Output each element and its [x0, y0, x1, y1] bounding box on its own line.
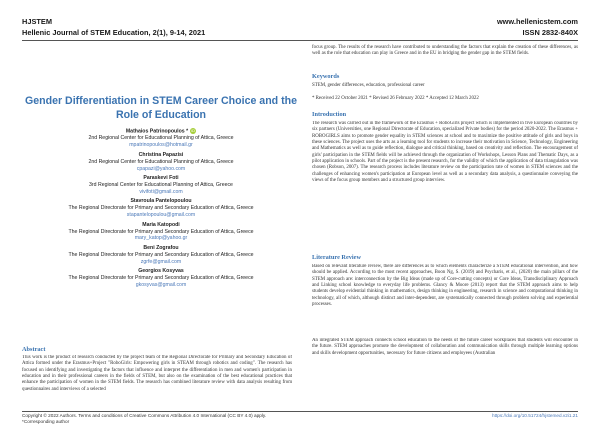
author-name: Christina Papazisi	[138, 151, 184, 158]
author-block	[22, 152, 300, 173]
author-email[interactable]: cpapazi@yahoo.com	[136, 165, 186, 172]
author-block	[22, 245, 300, 266]
abstract-text: This work is the product of research conducted by the project team of the Regional Directorate for Primary and Secondary Education of Attica formed under the Erasmus+Project "RoboGirls: Empowering girls in STEAM through robotics and coding". The research has focused on identifying and investigating the factors that influence and interpret the differentiation in men and women's participation in education and in their professional careers in the fields of STEM, but also on the examination of the best educational practices that enhance the participation of women in the STEM fields. The research has combined literature review with data analysis resulting from questionnaires and interviews of a selected	[22, 355, 292, 392]
author-block	[22, 268, 300, 289]
author-block	[22, 128, 300, 149]
author-affiliation: 2nd Regional Center for Educational Planning of Attica, Greece	[88, 158, 234, 165]
corresponding-author-note: *Corresponding author	[22, 419, 70, 424]
journal-citation: Hellenic Journal of STEM Education, 2(1), 9-14, 2021	[22, 28, 206, 37]
author-affiliation: The Regional Directorate for Primary and Secondary Education of Attica, Greece	[68, 275, 254, 282]
author-name: Georgios Kosyvas	[138, 268, 184, 275]
abstract-continued-text: focus group. The results of the research have contributed to understanding the factors that explain the creation of these differences, as well as the role that education can play in Greece and in the EU in bridging the gender gap in the STEM fields.	[312, 45, 578, 57]
literature-review-text: Based on relevant literature review, there are differences as to which elements characterize a STEM educational intervention, and how should be applied. According to the most recent approaches, Boon Ng, S. (2019) and Psycharis, et al., (2020) the main pillars of the STEM approach are: interconnection by the Big Ideas (made up of Core-cutting concepts) or Core Ideas, Transdisciplinary Approach and Linking school knowledge to everyday life problems. Glancy & Moore (2013) report that the STEM approach aims to help students develop evidential thinking in mathematics, design thinking in engineering, research in science and computational thinking in technology, all of which, although distinct and inter-dependent, are systematically connected through problem solving and experiential processes.	[312, 264, 578, 308]
copyright-notice: Copyright © 2022 Authors. Terms and conditions of Creative Commons Attribution 4.0 International (CC BY 4.0) apply.	[22, 413, 267, 418]
orcid-icon[interactable]: iD	[191, 128, 196, 133]
introduction-heading: Introduction	[312, 111, 347, 118]
author-affiliation: The Regional Directorate for Primary and Secondary Education of Attica, Greece	[68, 228, 254, 235]
header-divider	[22, 40, 578, 41]
author-email[interactable]: vivifoti@gmail.com	[139, 188, 183, 195]
author-email[interactable]: zgrfe@gmail.com	[140, 258, 182, 265]
doi-link[interactable]: https://doi.org/10.51724/hjstemed.v2i1.21	[492, 413, 578, 418]
journal-short-name: HJSTEM	[22, 17, 52, 26]
article-dates: * Received 22 October 2021 * Revised 26 February 2022 * Accepted 12 March 2022	[312, 96, 479, 101]
author-block	[22, 198, 300, 219]
abstract-heading: Abstract	[22, 346, 46, 353]
author-affiliation: The Regional Directorate for Primary and Secondary Education of Attica, Greece	[68, 205, 254, 212]
author-affiliation: 2nd Regional Center for Educational Planning of Attica, Greece	[88, 135, 234, 142]
journal-website[interactable]: www.hellenicstem.com	[496, 17, 578, 26]
author-block	[22, 222, 300, 243]
literature-review-heading: Literature Review	[312, 254, 362, 261]
keywords-heading: Keywords	[312, 73, 340, 80]
author-block	[22, 175, 300, 196]
journal-issn: ISSN 2832-840X	[522, 28, 578, 37]
author-name: Paraskevi Foti	[143, 175, 179, 181]
author-affiliation: 3rd Regional Center for Educational Planning of Attica, Greece	[89, 181, 233, 188]
author-name: Maria Katopodi	[142, 221, 180, 228]
keywords-text: STEM, gender differences, education, professional career	[312, 83, 425, 88]
footer-divider	[22, 411, 578, 412]
author-name: Mathaios Patrinopoulos *	[125, 128, 189, 135]
paper-title: Gender Differentiation in STEM Career Choice and the Role of Education	[25, 95, 297, 121]
author-email[interactable]: gkosyvas@gmail.com	[135, 282, 187, 289]
author-affiliation: The Regional Directorate for Primary and Secondary Education of Attica, Greece	[68, 251, 254, 258]
author-name: Stavroula Pantelopoulou	[130, 198, 192, 205]
author-email[interactable]: mary_katop@yahoo.gr	[134, 235, 188, 242]
literature-review-text-2: An integrated STEM approach connects school education to the needs of the future career workplaces that students will encounter in the future. STEM approaches promote the development of collaboration and communication skills through multiple learning options and skills development opportunities, necessary for future citizens and employees (Australian	[312, 338, 578, 356]
author-name: Beni Zografou	[143, 244, 179, 251]
introduction-text: The research was carried out in the framework of the Erasmus + RoboGirls project which is implemented in five European countries by six partners (Universities, one Regional Directorate of Education, specialized Private bodies) for the period 2020-2022. The Erasmus + ROBOGIRLS aims to promote gender equality in STEM sciences at school and to maximize the positive attitude of girls and boys in these sciences. The project uses the arts as a learning tool for students to increase their motivation in Science, Technology, Engineering and Mathematics as well as to guide reflection, dialogue and critical thinking, based on creativity and reflection. The encouragement of girls' participation in the STEM fields will be achieved through the organization of Workshops, Lesson Plans and Thematic Days, as a pilot application in schools. Part of the project is the present research, for the validity of which the application of data triangulation was chosen (Robson, 2007). The research process includes literature review on the participation rate of women in STEM sciences and the challenges of enhancing women's participation at European level as well as a secondary data analysis, a questionnaire conveying the views of the focus group members and a structured group interview.	[312, 121, 578, 184]
author-list	[22, 128, 300, 292]
author-email[interactable]: mpatrinopoulos@hotmail.gr	[129, 142, 193, 149]
author-email[interactable]: stapantelopoulou@gmail.com	[126, 212, 196, 219]
